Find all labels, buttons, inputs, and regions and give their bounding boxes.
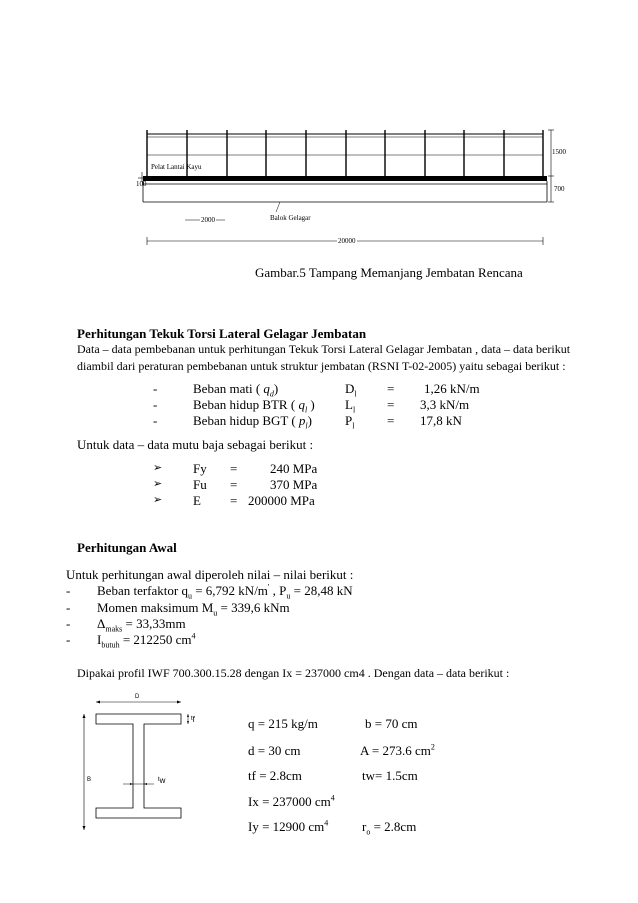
load-var-dead: $D_l$ [345, 381, 357, 399]
result-dash: - [66, 632, 71, 647]
section1-para-line1: Data – data pembebanan untuk perhitungan Tekuk Torsi Lateral Gelagar Jembatan , data – data berikut [77, 342, 571, 356]
profile-label-b: B [87, 777, 92, 783]
profile-label-d: D [135, 694, 140, 700]
dim-20000-label: 20000 [338, 237, 356, 245]
steel-e-eq: = [230, 493, 238, 508]
load-var-btr: $L_l$ [345, 397, 356, 415]
girder-label: Balok Gelagar [270, 214, 311, 222]
profile-a: A = 273.6 $cm^2$ [360, 742, 435, 758]
load-row-btr: - [153, 397, 158, 412]
load-name-btr: Beban hidup BTR ( $q_l$ ) [193, 397, 315, 415]
result-dash: - [66, 616, 71, 631]
load-name-bgt: Beban hidup BGT ( $p_l$) [193, 413, 312, 431]
load-value-bgt: 17,8 kN [420, 413, 462, 428]
dim-2000-label: 2000 [201, 216, 215, 224]
bridge-elevation-drawing [130, 120, 570, 250]
steel-intro: Untuk data – data mutu baja sebagai berikut : [77, 437, 314, 452]
load-row-dead: - [153, 381, 158, 396]
profile-label-tf: $t_f$ [191, 715, 195, 725]
load-row-bgt: - [153, 413, 158, 428]
profile-tw: tw= 1.5cm [362, 768, 418, 783]
profile-label-tw: $t_w$ [158, 776, 166, 786]
arrow-bullet-icon: ➢ [153, 477, 163, 490]
load-eq-btr: = [387, 397, 395, 412]
section2-heading: Perhitungan Awal [77, 540, 177, 555]
steel-fy-name: Fy [193, 461, 207, 476]
dim-700-label: 700 [554, 185, 565, 193]
arrow-bullet-icon: ➢ [153, 493, 163, 506]
result-factored-load: Beban terfaktor $q_u = 6,792$ kN/m' , $P_u = 28,48$ kN [97, 582, 353, 601]
arrow-bullet-icon: ➢ [153, 461, 163, 474]
load-value-dead: 1,26 kN/m [424, 381, 480, 396]
section2-intro: Untuk perhitungan awal diperoleh nilai – nilai berikut : [66, 567, 354, 582]
steel-fy-value: 240 MPa [270, 461, 318, 476]
result-required-inertia: $I_{butuh} = 212250$ $cm^4$ [97, 631, 196, 650]
deck-label: Pelat Lantai Kayu [151, 163, 202, 171]
figure-caption: Gambar.5 Tampang Memanjang Jembatan Rencana [255, 265, 523, 280]
steel-fy-eq: = [230, 461, 238, 476]
result-max-moment: Momen maksimum $M_u = 339,6$ kNm [97, 600, 290, 618]
section1-para-line2: diambil dari peraturan pembebanan untuk struktur jembatan (RSNI T-02-2005) yaitu sebagai berikut : [77, 359, 566, 373]
profile-b: b = 70 cm [365, 716, 418, 731]
profile-tf: tf = 2.8cm [248, 768, 302, 783]
steel-fu-value: 370 MPa [270, 477, 318, 492]
section1-heading: Perhitungan Tekuk Torsi Lateral Gelagar Jembatan [77, 326, 367, 341]
profile-d: d = 30 cm [248, 743, 301, 758]
dim-100-label: 100 [136, 180, 147, 188]
result-max-deflection: $\Delta_{maks} = 33,33mm$ [97, 616, 186, 634]
profile-ix: Ix = 237000 $cm^4$ [248, 793, 335, 809]
steel-e-name: E [193, 493, 201, 508]
profile-ro: $r_o = 2.8cm$ [362, 819, 417, 837]
iwf-section-drawing [78, 690, 208, 840]
load-name-dead: Beban mati ( $q_d$) [193, 381, 279, 399]
steel-fu-eq: = [230, 477, 238, 492]
load-value-btr: 3,3 kN/m [420, 397, 470, 412]
result-dash: - [66, 583, 71, 598]
steel-fu-name: Fu [193, 477, 207, 492]
load-var-bgt: $P_l$ [345, 413, 355, 431]
profile-iy: Iy = 12900 $cm^4$ [248, 818, 329, 834]
dim-1500-label: 1500 [552, 148, 566, 156]
profile-statement: Dipakai profil IWF 700.300.15.28 dengan Ix = 237000 cm4 . Dengan data – data berikut : [77, 666, 510, 680]
load-eq-dead: = [387, 381, 395, 396]
steel-e-value: 200000 MPa [248, 493, 315, 508]
result-dash: - [66, 600, 71, 615]
profile-q: q = 215 kg/m [248, 716, 318, 731]
load-eq-bgt: = [387, 413, 395, 428]
